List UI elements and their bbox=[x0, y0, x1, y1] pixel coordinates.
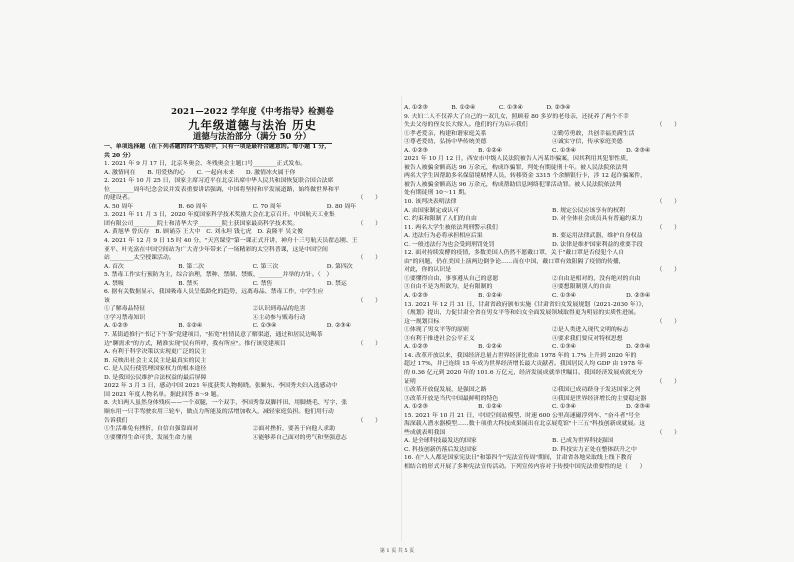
option-text: C. 70 周年 bbox=[252, 203, 282, 210]
option-text: D. ②③④ bbox=[626, 404, 651, 411]
option-text: ③尊老爱幼，弘扬中华传统美德 bbox=[404, 139, 487, 146]
option-text: B. 禁买 bbox=[178, 280, 199, 287]
option-text: A. ①②③ bbox=[404, 344, 428, 351]
option-row bbox=[404, 130, 700, 139]
option-text: ②我国已成功跻身于发达国家之列 bbox=[552, 387, 641, 394]
section-heading bbox=[104, 143, 401, 152]
line-text: 被告人被骗金额高达 96 万余元，构成帮助信息网络犯罪活动罪。被人民法院依法判 bbox=[404, 181, 622, 188]
line-text: 两名大学生因帮助多名保留境赌博人员，转移资金 3315 个余额银行卡，涉 12 起诈骗案件， bbox=[404, 173, 647, 180]
question-text-line bbox=[404, 378, 700, 387]
option-text: B. ①②④ bbox=[478, 147, 502, 154]
exam-title: 2021—2022 学年度《中考指导》检测卷 bbox=[171, 106, 334, 116]
option-text: B. 60 周年 bbox=[178, 203, 208, 210]
option-text: ①孝老爱亲，构建和谐家庭关系 bbox=[404, 130, 487, 137]
option-text: B. ①②④ bbox=[478, 293, 502, 300]
question-text-line bbox=[104, 177, 401, 186]
option-text: ④能够养自己面对的勇气和坚强意志 bbox=[252, 434, 347, 441]
line-text: 国 2021 年度人物名单。据此回答 8～9 题。 bbox=[104, 391, 223, 398]
option-row bbox=[404, 395, 700, 404]
line-text: 4. 2021 年 12 月 9 日 15 时 40 分，"天宫课堂"第一课正式开讲，神舟十三号航天员翟志刚、王 bbox=[104, 238, 358, 245]
option-row bbox=[404, 138, 700, 147]
answer-parenthesis: （ ） bbox=[656, 122, 680, 129]
question-text-line bbox=[104, 288, 401, 297]
question-text-line bbox=[404, 420, 700, 429]
line-text: 的 0.36 亿元到 2020 年的 101.6 万亿元，经济发展成就举世瞩目。我国经济发展成就充分 bbox=[404, 369, 643, 376]
question-text-line bbox=[104, 357, 401, 366]
line-text: 6. 据有关数据显示，我国吸毒人员呈低龄化的趋势，远离毒品、禁毒工作，中学生应 bbox=[104, 289, 324, 296]
option-row bbox=[104, 203, 401, 212]
line-text: 失去父母的侄女长大嫁人。他们的行为启示我们 bbox=[404, 122, 528, 129]
answer-parenthesis: （ ） bbox=[357, 255, 381, 262]
line-text: B. 反映出社会主义民主是最真实的民主 bbox=[104, 357, 207, 364]
option-text: A. 首次 bbox=[104, 263, 124, 270]
question-text-line bbox=[104, 237, 401, 246]
option-text: A. 由国家制定或认可 bbox=[404, 207, 460, 214]
line-text: 11. 两名大学生被依法判刑警示我们 bbox=[404, 224, 498, 231]
line-text: 位________周年纪念会议并发表重要讲话强调，中国将坚持和平发展道路，始终做世界和平 bbox=[104, 186, 340, 193]
answer-parenthesis: （ ） bbox=[656, 318, 680, 325]
question-text-line bbox=[104, 417, 401, 426]
option-text: D. ②③④ bbox=[626, 344, 651, 351]
option-text: ④主动参与贩毒行动 bbox=[252, 314, 306, 321]
option-text: ②自由是相对的，没有绝对的自由 bbox=[552, 275, 641, 282]
line-text: 这一规划目标 bbox=[404, 318, 440, 325]
question-text-line bbox=[104, 186, 401, 195]
option-text: ③学习禁毒知识 bbox=[104, 314, 146, 321]
option-text: D. 第四次 bbox=[326, 263, 353, 270]
option-row bbox=[104, 322, 401, 331]
option-row bbox=[404, 343, 700, 352]
question-text-line bbox=[404, 301, 700, 310]
option-row bbox=[404, 275, 700, 284]
option-text: D. 80 周年 bbox=[326, 203, 357, 210]
question-text-line bbox=[104, 297, 401, 306]
question-text-line bbox=[104, 365, 401, 374]
option-text: A. ①②③ bbox=[104, 323, 128, 330]
line-text: 边"聊需求"的方式，精准实现"民有所呼，我有所应"。推行该党建项目 bbox=[104, 340, 286, 347]
line-text: 《规划》提出，力促甘肃全省在男女平等和妇女全面发展领域取得更为明显的实质性进展。 bbox=[404, 310, 640, 317]
line-text: 该 bbox=[104, 297, 110, 304]
option-text: A. ①②③ bbox=[404, 147, 428, 154]
line-text: 由"的问题，仍在美国上演两边倒争论……而在中国，戴口罩有效阻隔了疫情的传播， bbox=[404, 258, 625, 265]
line-text: 5. 禁毒工作实行预防为主，综合治理，禁种、禁制、禁贩、________并举的方针。（ ） bbox=[104, 272, 333, 279]
answer-parenthesis: （ ） bbox=[357, 417, 381, 424]
line-text: A. 有利于科学决策以实现更广泛的民主 bbox=[104, 349, 207, 356]
option-text: B. ①②④ bbox=[478, 404, 502, 411]
option-text: ④我国是世界经济增长的主要稳定器 bbox=[552, 395, 647, 402]
question-text-line bbox=[404, 318, 700, 327]
line-text: 处有期徒刑 10～11 期。 bbox=[404, 190, 470, 197]
line-text: 些成就表明我国 bbox=[404, 429, 446, 436]
option-text: C. 一般违法行为也会受到刑罚处罚 bbox=[404, 241, 495, 248]
question-text-line bbox=[104, 271, 401, 280]
option-text: ②是人类进入现代文明的标志 bbox=[552, 327, 629, 334]
answer-parenthesis: （ ） bbox=[357, 195, 381, 202]
question-text-line bbox=[404, 224, 700, 233]
answer-parenthesis: （ ） bbox=[656, 378, 680, 385]
line-text: 1. 2021 年 9 月 17 日，北京冬奥会、冬残奥会主题口号________正式发布。 bbox=[104, 161, 307, 168]
question-text-line bbox=[404, 463, 700, 472]
answer-parenthesis: （ ） bbox=[656, 267, 680, 274]
question-text-line bbox=[104, 246, 401, 255]
option-text: ②认识到毒品的危害 bbox=[252, 306, 306, 313]
left-question-list bbox=[104, 143, 401, 442]
line-text: 15. 2021 年 10 月 21 日，中国空间站模型、时速 600 公里高速磁浮列车、"奋斗者"号全 bbox=[404, 412, 640, 419]
option-text: A. 50 周年 bbox=[104, 203, 134, 210]
question-text-line bbox=[404, 181, 700, 190]
option-text: ③要懂得生命可贵，发展生命力量 bbox=[104, 434, 193, 441]
score-banner: 道德与法治部分（满分 50 分） bbox=[172, 130, 332, 144]
option-row bbox=[404, 147, 700, 156]
question-text-line bbox=[404, 121, 700, 130]
question-text-line bbox=[404, 360, 700, 369]
option-text: ①生活难免有挫折，自信自强靠面对 bbox=[104, 426, 199, 433]
option-text: ①了解毒品特征 bbox=[104, 306, 146, 313]
question-text-line bbox=[104, 374, 401, 383]
option-text: C. ①③④ bbox=[552, 404, 576, 411]
answer-parenthesis: （ ） bbox=[357, 340, 381, 347]
option-row bbox=[404, 232, 700, 241]
option-text: ①体现了男女平等的原则 bbox=[404, 327, 469, 334]
option-text: D. ②③④ bbox=[626, 147, 651, 154]
option-text: B. ①②④ bbox=[478, 344, 502, 351]
answer-parenthesis: （ ） bbox=[656, 224, 680, 231]
question-text-line bbox=[404, 164, 700, 173]
option-text: C. ①③④ bbox=[552, 344, 576, 351]
line-text: A. 激情同在 B. 用爱热的心 C. 一起向未来 D. 激情冰火属于你 bbox=[104, 169, 296, 176]
option-row bbox=[404, 437, 700, 446]
line-text: C. 是人民行使管理国家权力的根本途径 bbox=[104, 366, 207, 373]
answer-parenthesis: （ ） bbox=[357, 297, 381, 304]
line-text: 13. 2021 年 12 月 31 日，甘肃省政府颁布实施《甘肃省妇女发展规划（2021-2030 年）》， bbox=[404, 301, 648, 308]
line-text: 2022 年 3 月 3 日，感动中国 2021 年度获奖人物揭晓。张顺东、李国秀夫妇入选感动中 bbox=[104, 383, 338, 390]
option-text: D. ②③④ bbox=[626, 293, 651, 300]
question-text-line bbox=[104, 220, 401, 229]
line-text: 9. 夫妇二人不仅养大了自己的一双儿女，照顾着 80 多岁的老母亲，还抚养了两个不幸 bbox=[404, 113, 629, 120]
option-row bbox=[404, 386, 700, 395]
answer-parenthesis: （ ） bbox=[656, 429, 680, 436]
option-text: ④要求我们要反对特权思想 bbox=[552, 335, 623, 342]
line-text: 的建设者。 bbox=[104, 195, 134, 202]
option-text: D. ②③④ bbox=[326, 323, 351, 330]
question-text-line bbox=[104, 340, 401, 349]
question-text-line bbox=[404, 352, 700, 361]
option-text: B. ①②④ bbox=[178, 323, 203, 330]
answer-parenthesis: （ ） bbox=[357, 220, 381, 227]
option-row bbox=[404, 215, 700, 224]
line-text: 7. 某街道推行"书记下午茶"党建项目，"拓宽"杜情民意了解渠道，通过和居民边喝茶 bbox=[104, 332, 323, 339]
option-text: ③自由不是为所欲为，是有限制的 bbox=[404, 284, 493, 291]
option-row bbox=[104, 280, 401, 289]
option-row bbox=[404, 335, 700, 344]
option-text: A. 禁吸 bbox=[104, 280, 124, 287]
question-text-line bbox=[404, 266, 700, 275]
option-text: B. 要运用法律武器，维护自身权益 bbox=[552, 233, 643, 240]
option-row bbox=[404, 446, 700, 455]
option-row bbox=[104, 314, 401, 323]
option-row bbox=[404, 241, 700, 250]
line-text: 16. 在"人人都是国家宪法日"和第四个"宪法宣传周"期间，甘肃省各地采取线上线下教育 bbox=[404, 455, 633, 462]
option-text: C. 禁售 bbox=[252, 280, 273, 287]
line-text: 一、单项选择题（在下列各题的四个选项中，只有一项是最符合题意的。每小题 1 分， bbox=[104, 143, 331, 150]
question-text-line bbox=[404, 454, 700, 463]
option-text: C. 约束和限制了人们的自由 bbox=[404, 216, 477, 223]
option-text: ③有利于推进社会公平正义 bbox=[404, 335, 475, 342]
option-text: A. ①②③ bbox=[404, 404, 428, 411]
question-text-line bbox=[104, 194, 401, 203]
line-text: 2021 年 10 月 12 日，西安市中级人民法院被告人冯某诈骗案，因其利用其犯罪性质， bbox=[404, 156, 632, 163]
option-row bbox=[404, 326, 700, 335]
option-text: ④诚实守信，传承家庭美德 bbox=[552, 139, 623, 146]
line-text: 12. 面对持续发酵的疫情，多数美国人仍然不愿戴口罩，关于"戴口罩是否侵犯个人自 bbox=[404, 250, 625, 257]
question-text-line bbox=[104, 254, 401, 263]
option-row bbox=[404, 403, 700, 412]
exam-subtitle: 九年级道德与法治 历史 bbox=[188, 118, 317, 132]
option-text: C. ①③④ bbox=[552, 147, 576, 154]
line-text: 团有限公司________院士和清华大学________院士获国家最高科学技术奖。 bbox=[104, 220, 299, 227]
option-row bbox=[404, 292, 700, 301]
option-row bbox=[104, 425, 401, 434]
line-text: 顺东用一只手驾驶农用三轮车，做点力所能及的活增加收入，减轻家庭负担。他们用行动 bbox=[104, 408, 334, 415]
line-text: 共 20 分） bbox=[104, 151, 134, 159]
line-text: D. 是我国公民维护合法权益的最后屏障 bbox=[104, 374, 207, 381]
option-row bbox=[104, 434, 401, 443]
question-text-line bbox=[404, 104, 700, 113]
line-text: 证明 bbox=[404, 378, 416, 385]
question-text-line bbox=[104, 408, 401, 417]
line-text: 2. 2021 年 10 月 25 日，国家主席习近平在北京出席中华人民共和国恢复联合国合法席 bbox=[104, 178, 334, 185]
option-text: C. ①③④ bbox=[252, 323, 277, 330]
option-text: D. 科技实力正处在整体跃升之中 bbox=[552, 446, 637, 453]
option-text: B. 规定公民应该享有的权利 bbox=[552, 207, 625, 214]
line-text: A. 黄旭华 曾庆存 B. 顾诵芬 王大中 C. 刘永坦 钱七虎 D. 袁隆平 吴文俊 bbox=[104, 229, 303, 236]
question-text-line bbox=[104, 331, 401, 340]
question-text-line bbox=[404, 258, 700, 267]
line-text: 告诉我们 bbox=[104, 417, 128, 424]
line-text: 站________太空授课活动。 bbox=[104, 255, 175, 262]
question-text-line bbox=[104, 160, 401, 169]
option-text: ④要想限制别人的自由 bbox=[552, 284, 611, 291]
question-text-line bbox=[404, 429, 700, 438]
option-text: ①要懂得自由，事事遵从自己的意愿 bbox=[404, 275, 499, 282]
line-text: 亚平、叶光富在中国空间站为广大青少年带来了一场精彩的太空科普课，这是中国空间 bbox=[104, 246, 328, 253]
question-text-line bbox=[104, 391, 401, 400]
option-text: D. 法律是维护国家利益的重要手段 bbox=[552, 241, 643, 248]
option-row bbox=[104, 305, 401, 314]
right-question-list bbox=[404, 104, 700, 472]
option-text: ①改革开放促发展，是强国之路 bbox=[404, 387, 487, 394]
option-text: A. 是全球科技最发达的国家 bbox=[404, 438, 477, 445]
page-footer: 第 1 页 共 5 页 bbox=[379, 548, 415, 554]
question-text-line bbox=[404, 249, 700, 258]
question-text-line bbox=[104, 169, 401, 178]
option-text: B. 已成为世界科技强国 bbox=[552, 438, 614, 445]
option-text: D. 禁运 bbox=[326, 280, 347, 287]
question-text-line bbox=[404, 309, 700, 318]
line-text: A. ①②③ B. ①②④ C. ①③④ D. ②③④ bbox=[404, 105, 571, 111]
option-text: D. 对全体社会成员具有普遍约束力 bbox=[552, 216, 643, 223]
line-text: 超过 17%，并已连续 15 年成为世界经济增长最大贡献者。我国居民人均 GDP 由 1978 年 bbox=[404, 361, 643, 368]
line-text: 10. 该判决表明法律 bbox=[404, 199, 457, 206]
option-text: C. 第三次 bbox=[252, 263, 279, 270]
option-text: A. 违法行为必将承担相应后果 bbox=[404, 233, 483, 240]
section-heading bbox=[104, 152, 401, 161]
line-text: 14. 改革开放以来，我国经济总量占世界经济比重由 1978 年的 1.7% 上升到 2020 年的 bbox=[404, 352, 637, 359]
question-text-line bbox=[104, 228, 401, 237]
option-text: ②勤劳勇敢，共创幸福美满生活 bbox=[552, 130, 635, 137]
option-row bbox=[104, 263, 401, 272]
line-text: 相结合的形式开展了多种宪法宣传活动。下列宣传内容对于传授中国宪法重要性的是（ ） bbox=[404, 463, 646, 470]
question-text-line bbox=[104, 399, 401, 408]
question-text-line bbox=[404, 172, 700, 181]
line-text: 8. 夫妇两人虽然身体残疾——一个双腿，一个双手，李国秀靠双脚拌田、用脚烧毛、写字，张 bbox=[104, 400, 348, 407]
line-text: 海深载人潜水器模型……数十项重大科技成果展出在北京展览馆"十三五"科技创新成就展。这 bbox=[404, 421, 646, 428]
option-text: C. 科技创新仍落后发达国家 bbox=[404, 446, 477, 453]
question-text-line bbox=[404, 369, 700, 378]
page-fold-line bbox=[401, 96, 402, 541]
line-text: 被告人被骗金额高达 96 万余元，构成诈骗罪，判处有期徒刑十年。被人民法院依法判 bbox=[404, 164, 628, 171]
question-text-line bbox=[104, 211, 401, 220]
question-text-line bbox=[404, 198, 700, 207]
question-text-line bbox=[404, 113, 700, 122]
line-text: 3. 2021 年 11 月 3 日，2020 年度国家科学技术奖励大会在北京召开。中国航天工业集 bbox=[104, 212, 335, 219]
question-text-line bbox=[104, 348, 401, 357]
line-text: 对此，你的认识是 bbox=[404, 267, 452, 274]
option-text: B. 第二次 bbox=[178, 263, 204, 270]
question-text-line bbox=[404, 189, 700, 198]
option-text: A. ①②③ bbox=[404, 293, 428, 300]
option-row bbox=[404, 283, 700, 292]
answer-parenthesis: （ ） bbox=[656, 199, 680, 206]
option-row bbox=[404, 207, 700, 216]
option-text: ②面对挫折，要善于向他人求助 bbox=[252, 426, 335, 433]
option-text: C. ①③④ bbox=[552, 293, 576, 300]
question-text-line bbox=[104, 382, 401, 391]
question-text-line bbox=[404, 155, 700, 164]
option-text: ③改革开放是当代中国最鲜明的特色 bbox=[404, 395, 499, 402]
question-text-line bbox=[404, 412, 700, 421]
